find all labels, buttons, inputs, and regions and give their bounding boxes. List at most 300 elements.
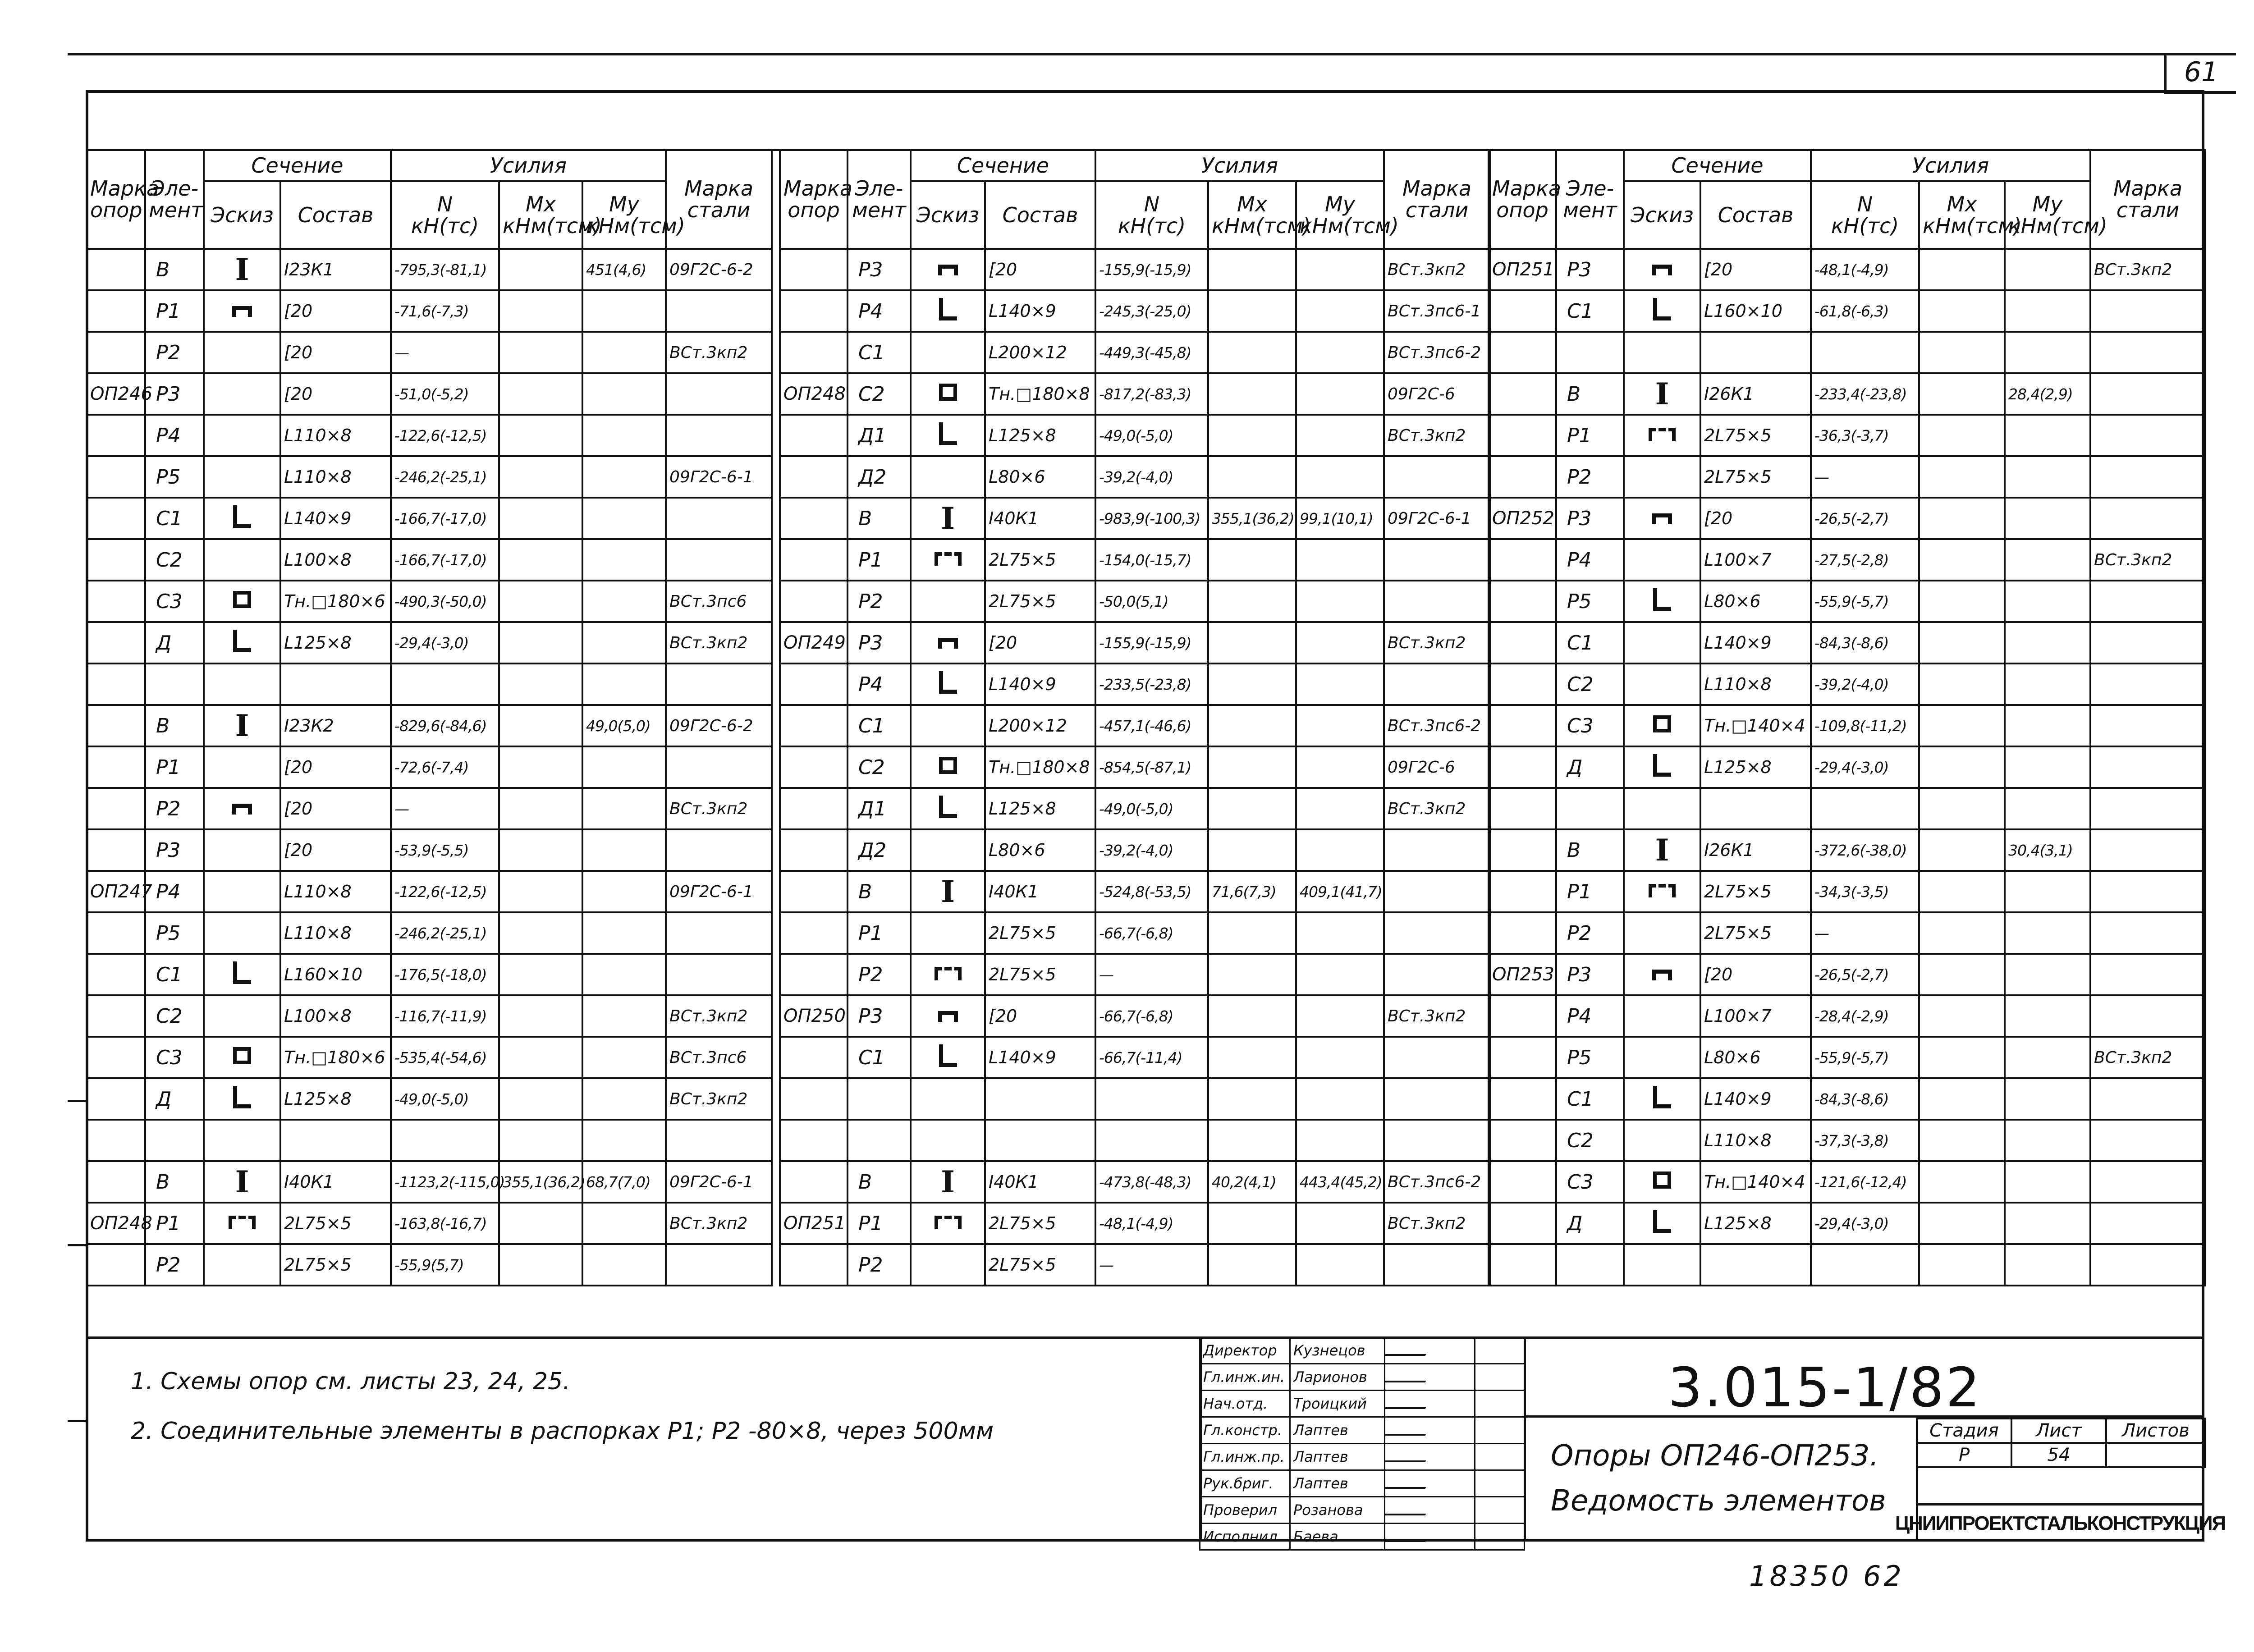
force-n-cell: -34,3(-3,5): [1811, 871, 1919, 912]
moment-x-cell: [1919, 622, 2005, 664]
signature-name: Розанова: [1290, 1497, 1385, 1524]
table-row: [780, 954, 1490, 995]
header-text: кНм(тсм): [1923, 214, 2022, 238]
notes: [131, 1357, 994, 1456]
force-n-cell: —: [1811, 456, 1919, 498]
table-row: [780, 456, 1490, 498]
moment-y-cell: [1296, 746, 1384, 788]
header-text: Состав: [1002, 202, 1078, 227]
force-n-cell: —: [1095, 954, 1208, 995]
moment-x-cell: [1919, 332, 2005, 373]
sketch-cell: [1624, 332, 1700, 373]
i-beam-icon: I: [1655, 833, 1669, 868]
composition-cell: L110×8: [280, 871, 391, 912]
force-n-cell: -71,6(-7,3): [391, 290, 499, 332]
steel-grade-cell: [1384, 664, 1490, 705]
table-row: [87, 1078, 772, 1120]
moment-y-cell: [2005, 871, 2090, 912]
moment-x-cell: [1919, 1037, 2005, 1078]
steel-grade-cell: ВСт.3кп2: [666, 1203, 772, 1244]
composition-cell: L80×6: [1700, 581, 1811, 622]
moment-y-cell: [2005, 746, 2090, 788]
signature-row: [1200, 1337, 1525, 1364]
force-n-cell: -122,6(-12,5): [391, 415, 499, 456]
composition-cell: 2L75×5: [985, 1203, 1095, 1244]
composition-cell: L110×8: [1700, 1120, 1811, 1161]
force-n-cell: -817,2(-83,3): [1095, 373, 1208, 415]
composition-cell: L110×8: [280, 912, 391, 954]
element-cell: Р2: [848, 1244, 911, 1286]
force-n-cell: -457,1(-46,6): [1095, 705, 1208, 746]
signature-row: [1200, 1364, 1525, 1391]
header-my: [2005, 181, 2107, 249]
force-n-cell: -39,2(-4,0): [1095, 829, 1208, 871]
header-text: Марка опор: [1492, 176, 1562, 222]
moment-y-cell: 68,7(7,0): [582, 1161, 666, 1203]
header-steel: [2090, 150, 2205, 249]
element-cell: Р1: [1556, 871, 1624, 912]
moment-x-cell: [499, 1244, 582, 1286]
mark-cell: [87, 829, 145, 871]
composition-cell: I40К1: [985, 498, 1095, 539]
sketch-cell: [204, 1244, 280, 1286]
mark-cell: [1489, 912, 1556, 954]
channel-icon: [938, 265, 958, 275]
angle-icon: [939, 671, 957, 694]
steel-grade-cell: [2090, 290, 2205, 332]
steel-grade-cell: [1384, 456, 1490, 498]
composition-cell: [985, 1078, 1095, 1120]
steel-grade-cell: ВСт.3пс6: [666, 581, 772, 622]
element-cell: Р2: [145, 1244, 204, 1286]
force-n-cell: -66,7(-6,8): [1095, 995, 1208, 1037]
moment-x-cell: [1208, 456, 1296, 498]
table-row: [1489, 788, 2205, 829]
element-cell: Д1: [848, 415, 911, 456]
moment-x-cell: [1919, 1161, 2005, 1203]
moment-y-cell: [1296, 456, 1384, 498]
composition-cell: I40К1: [985, 871, 1095, 912]
table-row: [780, 290, 1490, 332]
sketch-cell: [911, 995, 985, 1037]
header-text: Усилия: [1201, 153, 1278, 178]
force-n-cell: —: [391, 788, 499, 829]
sketch-cell: [911, 249, 985, 290]
force-n-cell: —: [391, 332, 499, 373]
sketch-cell: [911, 1120, 985, 1161]
moment-y-cell: [582, 1037, 666, 1078]
signature-scribble-icon: [1385, 1448, 1432, 1462]
moment-y-cell: [582, 788, 666, 829]
signature-date: [1475, 1364, 1525, 1391]
sketch-cell: [1624, 1078, 1700, 1120]
channel-icon: [1652, 970, 1672, 980]
moment-x-cell: [499, 912, 582, 954]
force-n-cell: -155,9(-15,9): [1095, 622, 1208, 664]
sketch-cell: [1624, 622, 1700, 664]
composition-cell: L100×7: [1700, 539, 1811, 581]
header-steel: [1384, 150, 1490, 249]
mark-cell: [1489, 829, 1556, 871]
angle-icon: [233, 961, 251, 984]
mark-cell: [1489, 1161, 1556, 1203]
signature-row: [1200, 1391, 1525, 1417]
moment-x-cell: [1208, 581, 1296, 622]
table-row: [1489, 1120, 2205, 1161]
composition-cell: [20: [985, 995, 1095, 1037]
force-n-cell: -163,8(-16,7): [391, 1203, 499, 1244]
header-text: кН(тс): [411, 214, 479, 238]
moment-y-cell: [2005, 622, 2090, 664]
sketch-cell: [204, 622, 280, 664]
composition-cell: L140×9: [280, 498, 391, 539]
force-n-cell: -39,2(-4,0): [1811, 664, 1919, 705]
header-text: Марка опор: [783, 176, 853, 222]
header-text: Состав: [1718, 202, 1794, 227]
title-line-2: Ведомость элементов: [1551, 1484, 1886, 1518]
composition-cell: L125×8: [280, 622, 391, 664]
sheet-value: 54: [2011, 1443, 2106, 1467]
element-cell: С1: [145, 954, 204, 995]
composition-cell: 2L75×5: [985, 581, 1095, 622]
square-tube-icon: [233, 591, 251, 608]
moment-x-cell: [1208, 705, 1296, 746]
signature-mark: [1385, 1444, 1475, 1470]
moment-y-cell: [582, 871, 666, 912]
element-cell: Д: [1556, 746, 1624, 788]
steel-grade-cell: ВСт.3пс6-2: [1384, 705, 1490, 746]
signature-table: [1199, 1336, 1525, 1551]
signature-role: Рук.бриг.: [1200, 1470, 1290, 1497]
notes-divider: [86, 1336, 1199, 1339]
moment-y-cell: [2005, 332, 2090, 373]
force-n-cell: -233,4(-23,8): [1811, 373, 1919, 415]
force-n-cell: -166,7(-17,0): [391, 498, 499, 539]
force-n-cell: [1095, 1120, 1208, 1161]
signature-mark: [1385, 1497, 1475, 1524]
element-cell: Д: [145, 1078, 204, 1120]
moment-x-cell: [1208, 249, 1296, 290]
element-cell: В: [145, 1161, 204, 1203]
moment-x-cell: [499, 746, 582, 788]
sketch-cell: [1624, 1037, 1700, 1078]
header-section: [204, 150, 391, 181]
table-row: [87, 581, 772, 622]
composition-cell: [1700, 1244, 1811, 1286]
composition-cell: 2L75×5: [1700, 871, 1811, 912]
element-cell: Д1: [848, 788, 911, 829]
mark-cell: [780, 498, 848, 539]
mark-cell: [1489, 1120, 1556, 1161]
moment-y-cell: [2005, 249, 2090, 290]
composition-cell: Тн.□180×8: [985, 373, 1095, 415]
steel-grade-cell: ВСт.3кп2: [1384, 622, 1490, 664]
header-text: Эле-мент: [149, 176, 203, 222]
header-forces: [391, 150, 666, 181]
steel-grade-cell: [666, 1120, 772, 1161]
mark-cell: [780, 581, 848, 622]
composition-cell: Тн.□180×8: [985, 746, 1095, 788]
force-n-cell: [1811, 332, 1919, 373]
header-text: N: [1857, 192, 1873, 216]
top-rule: [68, 53, 2236, 55]
signature-scribble-icon: [1385, 1474, 1432, 1489]
moment-y-cell: [2005, 705, 2090, 746]
composition-cell: 2L75×5: [280, 1203, 391, 1244]
moment-x-cell: [1919, 498, 2005, 539]
moment-y-cell: [2005, 1161, 2090, 1203]
force-n-cell: -72,6(-7,4): [391, 746, 499, 788]
moment-x-cell: [499, 705, 582, 746]
signature-role: Исполнил: [1200, 1524, 1290, 1550]
signature-mark: [1385, 1417, 1475, 1444]
channel-icon: [1652, 265, 1672, 275]
signature-role: Гл.констр.: [1200, 1417, 1290, 1444]
moment-x-cell: [499, 290, 582, 332]
element-cell: Р1: [848, 912, 911, 954]
table-row: [87, 746, 772, 788]
moment-x-cell: [1208, 1120, 1296, 1161]
table-row: [87, 1161, 772, 1203]
composition-cell: [20: [280, 290, 391, 332]
moment-x-cell: [1208, 1203, 1296, 1244]
moment-x-cell: [1208, 788, 1296, 829]
moment-x-cell: [1919, 1244, 2005, 1286]
force-n-cell: -176,5(-18,0): [391, 954, 499, 995]
element-table-3: [1488, 149, 2206, 1286]
table-row: [1489, 332, 2205, 373]
steel-grade-cell: [2090, 456, 2205, 498]
moment-y-cell: [2005, 1203, 2090, 1244]
header-text: N: [437, 192, 453, 216]
force-n-cell: -524,8(-53,5): [1095, 871, 1208, 912]
table-row: [1489, 415, 2205, 456]
i-beam-icon: I: [941, 1164, 955, 1199]
composition-cell: I40К1: [985, 1161, 1095, 1203]
composition-cell: L140×9: [1700, 622, 1811, 664]
signature-date: [1475, 1524, 1525, 1550]
moment-x-cell: [1919, 829, 2005, 871]
composition-cell: L140×9: [985, 1037, 1095, 1078]
steel-grade-cell: [666, 829, 772, 871]
sketch-cell: [911, 871, 985, 912]
steel-grade-cell: [1384, 1244, 1490, 1286]
moment-y-cell: [582, 1244, 666, 1286]
force-n-cell: -48,1(-4,9): [1811, 249, 1919, 290]
steel-grade-cell: ВСт.3кп2: [1384, 249, 1490, 290]
steel-grade-cell: [666, 664, 772, 705]
header-band: [86, 90, 2204, 151]
force-n-cell: [1095, 1078, 1208, 1120]
note-1: 1. Схемы опор см. листы 23, 24, 25.: [131, 1368, 570, 1395]
header-text: кНм(тсм): [1300, 214, 1399, 238]
steel-grade-cell: [2090, 373, 2205, 415]
mark-cell: [1489, 373, 1556, 415]
force-n-cell: -155,9(-15,9): [1095, 249, 1208, 290]
mark-cell: [87, 332, 145, 373]
angle-icon: [1653, 754, 1671, 777]
moment-x-cell: [499, 995, 582, 1037]
composition-cell: L80×6: [985, 456, 1095, 498]
element-cell: [1556, 788, 1624, 829]
composition-cell: 2L75×5: [985, 539, 1095, 581]
table-row: [780, 912, 1490, 954]
composition-cell: L100×7: [1700, 995, 1811, 1037]
table-row: [87, 622, 772, 664]
moment-x-cell: [1208, 1037, 1296, 1078]
force-n-cell: -39,2(-4,0): [1095, 456, 1208, 498]
mark-cell: ОП247: [87, 871, 145, 912]
channel-icon: [938, 638, 958, 649]
moment-x-cell: [1208, 373, 1296, 415]
organization-name: ЦНИИПРОЕКТСТАЛЬКОНСТРУКЦИЯ: [1916, 1503, 2204, 1542]
element-cell: Д2: [848, 456, 911, 498]
table-row: [1489, 1078, 2205, 1120]
moment-x-cell: 355,1(36,2): [1208, 498, 1296, 539]
steel-grade-cell: [2090, 1161, 2205, 1203]
moment-y-cell: [582, 664, 666, 705]
moment-y-cell: [1296, 1078, 1384, 1120]
mark-cell: [1489, 788, 1556, 829]
sheet-header: Лист: [2011, 1419, 2106, 1443]
sketch-cell: [911, 332, 985, 373]
angle-icon: [1653, 588, 1671, 611]
steel-grade-cell: [666, 954, 772, 995]
force-n-cell: -829,6(-84,6): [391, 705, 499, 746]
sketch-cell: [204, 746, 280, 788]
composition-cell: L125×8: [985, 415, 1095, 456]
mark-cell: [780, 664, 848, 705]
steel-grade-cell: [2090, 912, 2205, 954]
square-tube-icon: [1653, 1172, 1671, 1189]
header-text: Мy: [609, 192, 639, 216]
composition-cell: I23К1: [280, 249, 391, 290]
sketch-cell: [1624, 705, 1700, 746]
element-cell: Р2: [1556, 912, 1624, 954]
mark-cell: [1489, 1078, 1556, 1120]
composition-cell: 2L75×5: [985, 1244, 1095, 1286]
sketch-cell: [204, 954, 280, 995]
header-sketch: [1624, 181, 1700, 249]
force-n-cell: -61,8(-6,3): [1811, 290, 1919, 332]
composition-cell: [985, 1120, 1095, 1161]
force-n-cell: -84,3(-8,6): [1811, 622, 1919, 664]
moment-y-cell: [2005, 1244, 2090, 1286]
header-text: Эле-мент: [852, 176, 906, 222]
moment-y-cell: [582, 415, 666, 456]
steel-grade-cell: [1384, 1078, 1490, 1120]
sketch-cell: [204, 705, 280, 746]
sketch-cell: [911, 664, 985, 705]
signature-name: Баева: [1290, 1524, 1385, 1550]
steel-grade-cell: [666, 746, 772, 788]
element-cell: С3: [1556, 1161, 1624, 1203]
moment-y-cell: [1296, 290, 1384, 332]
element-cell: Р4: [1556, 995, 1624, 1037]
stage-table: [1916, 1418, 2206, 1468]
mark-cell: [87, 290, 145, 332]
sheets-header: Листов: [2106, 1419, 2205, 1443]
moment-x-cell: [1208, 290, 1296, 332]
composition-cell: L80×6: [985, 829, 1095, 871]
sketch-cell: [1624, 1120, 1700, 1161]
element-cell: С3: [145, 581, 204, 622]
composition-cell: L110×8: [280, 456, 391, 498]
force-n-cell: -55,9(-5,7): [1811, 581, 1919, 622]
mark-cell: [87, 664, 145, 705]
steel-grade-cell: [1384, 871, 1490, 912]
table-row: [1489, 373, 2205, 415]
moment-x-cell: [1919, 664, 2005, 705]
mark-cell: [780, 746, 848, 788]
header-n: [1811, 181, 1919, 249]
signature-date: [1475, 1337, 1525, 1364]
table-row: [780, 415, 1490, 456]
sketch-cell: [911, 622, 985, 664]
signature-name: Кузнецов: [1290, 1337, 1385, 1364]
force-n-cell: -449,3(-45,8): [1095, 332, 1208, 373]
header-forces: [1811, 150, 2090, 181]
force-n-cell: -245,3(-25,0): [1095, 290, 1208, 332]
signature-row: [1200, 1497, 1525, 1524]
force-n-cell: -233,5(-23,8): [1095, 664, 1208, 705]
element-cell: Р3: [848, 622, 911, 664]
force-n-cell: -28,4(-2,9): [1811, 995, 1919, 1037]
moment-x-cell: [1208, 622, 1296, 664]
composition-cell: [280, 1120, 391, 1161]
angle-icon: [939, 298, 957, 320]
element-cell: С1: [848, 1037, 911, 1078]
steel-grade-cell: [666, 1244, 772, 1286]
header-text: Эскиз: [916, 202, 980, 227]
signature-scribble-icon: [1385, 1528, 1432, 1542]
force-n-cell: -37,3(-3,8): [1811, 1120, 1919, 1161]
force-n-cell: -1123,2(-115,0): [391, 1161, 499, 1203]
composition-cell: 2L75×5: [985, 954, 1095, 995]
composition-cell: [280, 664, 391, 705]
element-cell: [848, 1120, 911, 1161]
table-row: [1489, 498, 2205, 539]
sketch-cell: [1624, 581, 1700, 622]
element-cell: Р2: [145, 788, 204, 829]
moment-x-cell: [1919, 1120, 2005, 1161]
moment-x-cell: 40,2(4,1): [1208, 1161, 1296, 1203]
composition-cell: [1700, 332, 1811, 373]
signature-role: Гл.инж.пр.: [1200, 1444, 1290, 1470]
sketch-cell: [1624, 1161, 1700, 1203]
sketch-cell: [204, 1078, 280, 1120]
force-n-cell: -154,0(-15,7): [1095, 539, 1208, 581]
table-row: [87, 954, 772, 995]
moment-y-cell: [1296, 1203, 1384, 1244]
moment-x-cell: [1919, 1203, 2005, 1244]
document-code: 3.015-1/82: [1668, 1357, 1982, 1419]
steel-grade-cell: [1384, 912, 1490, 954]
moment-x-cell: [1919, 249, 2005, 290]
composition-cell: L110×8: [280, 415, 391, 456]
composition-cell: I26К1: [1700, 829, 1811, 871]
table-row: [1489, 995, 2205, 1037]
element-cell: В: [145, 249, 204, 290]
mark-cell: [87, 1244, 145, 1286]
moment-x-cell: [1919, 871, 2005, 912]
force-n-cell: -109,8(-11,2): [1811, 705, 1919, 746]
force-n-cell: —: [1811, 912, 1919, 954]
header-text: кНм(тсм): [586, 214, 685, 238]
moment-x-cell: [499, 1078, 582, 1120]
composition-cell: L140×9: [985, 290, 1095, 332]
header-n: [391, 181, 499, 249]
